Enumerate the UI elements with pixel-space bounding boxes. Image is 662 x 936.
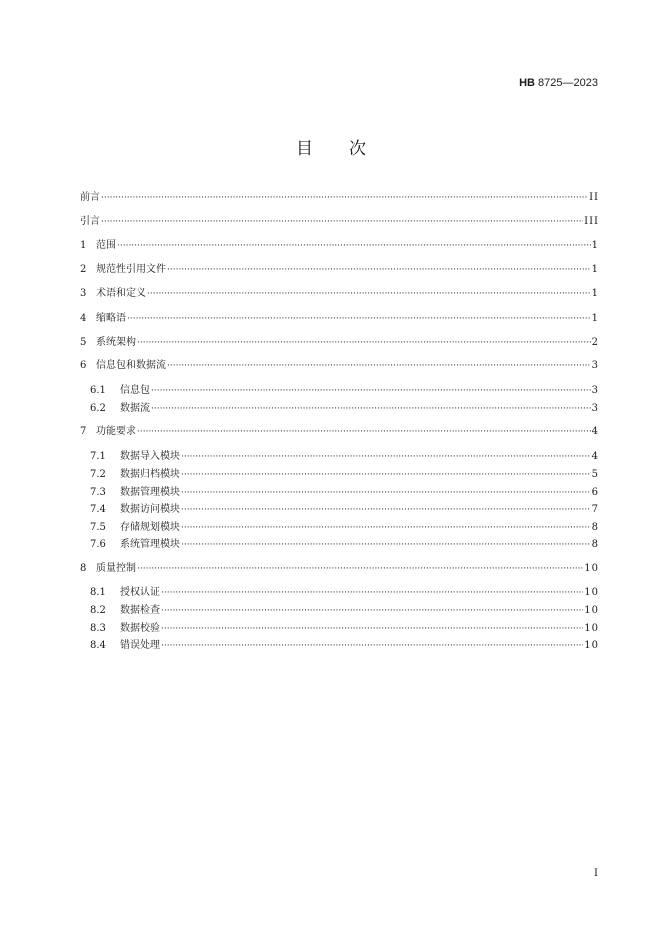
toc-entry-page: 1 <box>591 288 599 299</box>
standard-prefix: HB <box>519 77 535 89</box>
standard-code <box>519 77 598 89</box>
dot-leader <box>161 603 583 619</box>
toc-entry-page: 1 <box>591 240 599 251</box>
toc-entry-title: 前言 <box>80 192 100 203</box>
toc-entry-page: II <box>589 192 599 203</box>
toc-entry-title: 信息包和数据流 <box>96 360 166 371</box>
dot-leader <box>151 401 591 417</box>
dot-leader <box>181 449 591 465</box>
toc-entry-title: 数据访问模块 <box>120 504 180 515</box>
toc-entry-page: 10 <box>584 640 599 651</box>
dot-leader <box>137 335 591 351</box>
dot-leader <box>151 383 591 399</box>
dot-leader <box>161 638 583 654</box>
toc-entry-page: 10 <box>584 587 599 598</box>
toc-entry-number: 7.5 <box>90 522 106 533</box>
toc-entry-title: 术语和定义 <box>96 288 146 299</box>
toc-entry-page: 4 <box>591 426 599 437</box>
toc-entry-number: 8.3 <box>90 623 106 634</box>
toc-entry[interactable] <box>90 502 599 518</box>
toc-entry-number: 7.6 <box>90 539 106 550</box>
dot-leader <box>181 520 591 536</box>
toc-entry-number: 7.4 <box>90 504 106 515</box>
toc-entry-title: 授权认证 <box>120 587 160 598</box>
toc-entry[interactable] <box>90 401 599 417</box>
toc-entry[interactable] <box>90 449 599 465</box>
toc-entry[interactable] <box>90 383 599 399</box>
toc-entry[interactable] <box>80 424 599 440</box>
toc-entry-page: 8 <box>591 522 599 533</box>
toc-entry-page: 1 <box>591 313 599 324</box>
toc-entry-title: 系统管理模块 <box>120 539 180 550</box>
toc-entry[interactable] <box>90 485 599 501</box>
toc-entry-title: 引言 <box>80 216 100 227</box>
page-title: 目次 <box>296 139 402 159</box>
toc-entry-title: 范围 <box>96 240 116 251</box>
dot-leader <box>137 424 591 440</box>
toc-entry-page: 3 <box>591 403 599 414</box>
toc-entry-number: 7 <box>80 426 87 437</box>
page-number: I <box>594 868 598 879</box>
toc-entry[interactable] <box>90 537 599 553</box>
dot-leader <box>137 561 583 577</box>
toc-entry[interactable] <box>80 238 599 254</box>
toc-entry-title: 功能要求 <box>96 426 136 437</box>
toc-entry[interactable] <box>80 214 599 230</box>
dot-leader <box>167 358 591 374</box>
toc-entry-title: 存储规划模块 <box>120 522 180 533</box>
toc-entry-title: 规范性引用文件 <box>96 264 166 275</box>
toc-entry[interactable] <box>90 520 599 536</box>
toc-entry-number: 8.2 <box>90 605 106 616</box>
toc-entry[interactable] <box>80 311 599 327</box>
toc-entry-page: 4 <box>591 451 599 462</box>
dot-leader <box>167 262 591 278</box>
toc-entry-number: 2 <box>80 264 87 275</box>
toc-entry-page: 3 <box>591 385 599 396</box>
toc-entry-page: 10 <box>584 563 599 574</box>
standard-number: 8725—2023 <box>538 77 598 89</box>
toc-entry-title: 数据导入模块 <box>120 451 180 462</box>
toc-entry-page: 10 <box>584 623 599 634</box>
dot-leader <box>161 585 583 601</box>
toc-entry-number: 8 <box>80 563 87 574</box>
toc-entry[interactable] <box>90 467 599 483</box>
dot-leader <box>117 238 591 254</box>
toc-entry-number: 6.1 <box>90 385 106 396</box>
toc-entry-title: 数据校验 <box>120 623 160 634</box>
toc-entry[interactable] <box>90 621 599 637</box>
toc-entry-title: 错误处理 <box>120 640 160 651</box>
toc-entry-number: 1 <box>80 240 87 251</box>
dot-leader <box>127 311 591 327</box>
toc-entry-title: 数据管理模块 <box>120 487 180 498</box>
dot-leader <box>101 214 583 230</box>
toc-entry[interactable] <box>80 262 599 278</box>
toc-entry[interactable] <box>80 358 599 374</box>
toc-entry[interactable] <box>80 335 599 351</box>
toc-entry-number: 8.4 <box>90 640 106 651</box>
dot-leader <box>181 467 591 483</box>
dot-leader <box>147 286 591 302</box>
toc-entry-page: 7 <box>591 504 599 515</box>
toc-entry-number: 4 <box>80 313 87 324</box>
toc-entry[interactable] <box>90 585 599 601</box>
toc-entry-title: 缩略语 <box>96 313 126 324</box>
toc-entry-title: 系统架构 <box>96 337 136 348</box>
toc-entry-page: 3 <box>591 360 599 371</box>
toc-entry-title: 数据归档模块 <box>120 469 180 480</box>
toc-entry-page: 2 <box>591 337 599 348</box>
toc-entry-page: 10 <box>584 605 599 616</box>
toc-entry[interactable] <box>80 190 599 206</box>
toc-entry[interactable] <box>90 603 599 619</box>
toc-entry[interactable] <box>80 561 599 577</box>
dot-leader <box>181 485 591 501</box>
toc-entry-page: 6 <box>591 487 599 498</box>
toc-entry-number: 7.2 <box>90 469 106 480</box>
toc-entry[interactable] <box>90 638 599 654</box>
toc-entry-number: 3 <box>80 288 87 299</box>
toc-entry-title: 信息包 <box>120 385 150 396</box>
toc-entry-number: 7.3 <box>90 487 106 498</box>
toc-entry-title: 数据流 <box>120 403 150 414</box>
toc-entry-number: 6.2 <box>90 403 106 414</box>
toc-entry-number: 7.1 <box>90 451 106 462</box>
toc-entry-number: 5 <box>80 337 87 348</box>
toc-entry-title: 数据检查 <box>120 605 160 616</box>
toc-entry-title: 质量控制 <box>96 563 136 574</box>
dot-leader <box>181 502 591 518</box>
toc-entry-number: 6 <box>80 360 87 371</box>
toc-entry-page: 5 <box>591 469 599 480</box>
dot-leader <box>101 190 588 206</box>
toc-entry-number: 8.1 <box>90 587 106 598</box>
dot-leader <box>181 537 591 553</box>
toc-entry-page: 1 <box>591 264 599 275</box>
toc-entry-page: 8 <box>591 539 599 550</box>
toc-entry[interactable] <box>80 286 599 302</box>
dot-leader <box>161 621 583 637</box>
toc-entry-page: III <box>584 216 599 227</box>
